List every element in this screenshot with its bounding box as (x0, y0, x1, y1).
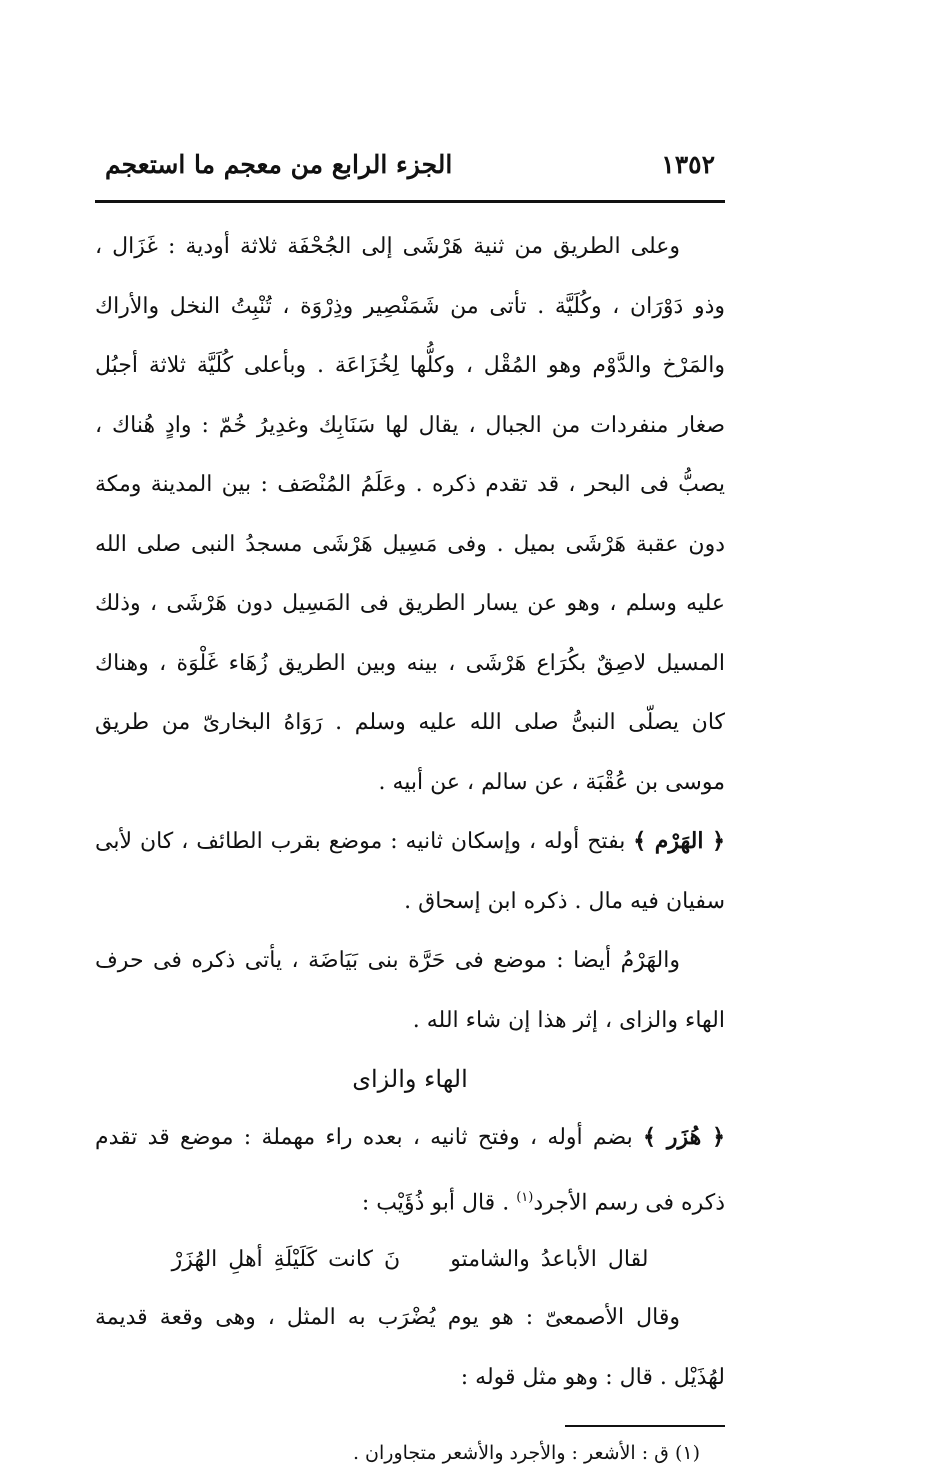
footnote-text: (١) ق : الأشعر : والأجرد والأشعر متجاوران . (352, 1442, 700, 1465)
verse-line (95, 1232, 725, 1288)
section-heading: الهاء والزاى (352, 1065, 468, 1093)
verse-second-hemistich: نَ كانت كَلَيْلَةِ أهلِ الهُزَرْ (171, 1247, 401, 1273)
paragraph-al-harm-also: والهَرْمُ أيضا : موضع فى حَرَّة بنى بَيَاضَة ، يأتى ذكره فى حرف الهاء والزاى ، إثر هذا إن شاء الله . (95, 948, 725, 1033)
entry-body-huzar: بضم أوله ، وفتح ثانيه ، بعده راء مهملة : موضع قد تقدم ذكره فى رسم الأجرد (95, 1125, 725, 1215)
running-header (95, 150, 725, 194)
entry-body-huzar-end: . قال أبو ذُؤَيْب : (361, 1189, 517, 1215)
entry-title-al-harm: ﴿ الهَرْم ﴾ (633, 828, 725, 854)
running-title: الجزء الرابع من معجم ما استعجم (105, 150, 453, 179)
paragraph-route-valleys: وعلى الطريق من ثنية هَرْشَى إلى الجُحْفَة ثلاثة أودية : غَزَال ، وذو دَوْرَان ، وكُلَيَّة . تأتى من شَمَنْصِير وذِرْوَة ، تُنْبِتُ النخل والأراك والمَرْخ والدَّوْم وهو المُقْل ، وكلُّها لِخُزَاعَة . وبأعلى كُلَيَّة ثلاثة أجبُل صغار منفردات من الجبال ، يقال لها سَنَابِك وغدِيرُ خُمّ : وادٍ هُناك ، يصبُّ فى البحر ، قد تقدم ذكره . وعَلَمُ المُنْصَف : بين المدينة ومكة دون عقبة هَرْشَى بميل . وفى مَسِيل هَرْشَى مسجدُ النبى صلى الله عليه وسلم ، وهو عن يسار الطريق فى المَسِيل دون هَرْشَى ، وذلك المسيل لاصِقٌ بكُرَاع هَرْشَى ، بينه وبين الطريق زُهَاء غَلْوَة ، وهناك كان يصلّى النبىُّ صلى الله عليه وسلم . رَوَاهُ البخارىّ من طريق موسى بن عُقْبَة ، عن سالم ، عن أبيه . (95, 234, 725, 795)
book-page (95, 150, 725, 1473)
footnote-rule (565, 1425, 725, 1427)
footnote-marker: (١) (516, 1189, 534, 1205)
header-rule (95, 200, 725, 203)
entry-al-harm (95, 812, 725, 931)
page-number: ١٣٥٢ (661, 150, 715, 179)
entry-title-huzar: ﴿ هُزَر ﴾ (643, 1124, 726, 1150)
entry-huzar (95, 1108, 725, 1232)
paragraph-asmai: وقال الأصمعىّ : هو يوم يُضْرَب به المثل ، وهى وقعة قديمة لهُذَيْل . قال : وهو مثل قوله : (95, 1305, 725, 1390)
entry-body-al-harm: بفتح أوله ، وإسكان ثانيه : موضع بقرب الطائف ، كان لأبى سفيان فيه مال . ذكره ابن إسحاق . (95, 829, 725, 914)
verse-first-hemistich: لقال الأباعدُ والشامتو (450, 1247, 649, 1273)
